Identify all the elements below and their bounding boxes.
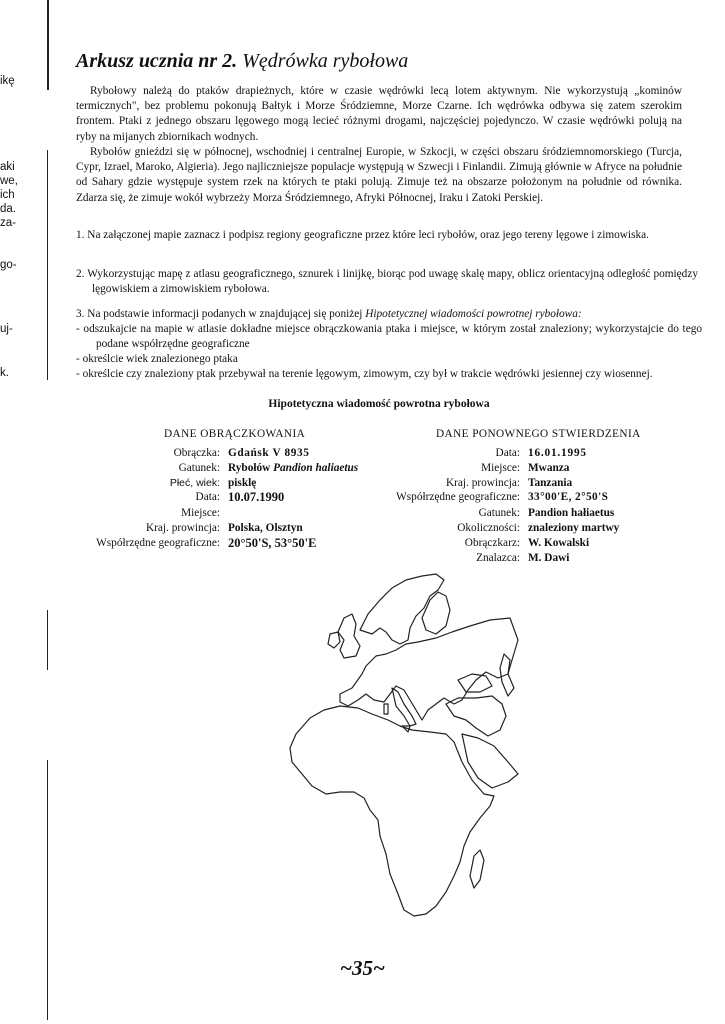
map-great-britain (338, 614, 360, 658)
task-3-item: - określcie wiek znalezionego ptaka (76, 353, 238, 365)
ringing-heading: DANE OBRĄCZKOWANIA (164, 428, 306, 440)
outline-map-europe-africa (240, 570, 520, 945)
map-arabian-peninsula (462, 734, 518, 788)
ringing-label: Data: (195, 491, 220, 503)
recovery-label: Gatunek: (478, 507, 520, 519)
margin-fragment: we, (0, 175, 18, 187)
recovery-value: znaleziony martwy (528, 522, 620, 534)
recovery-label: Współrzędne geograficzne: (396, 491, 520, 503)
task-3-intro (76, 307, 682, 322)
ringing-label: Gatunek: (178, 462, 220, 474)
map-italy (392, 688, 416, 726)
binding-edge (47, 760, 48, 1020)
worksheet-title (76, 50, 408, 73)
ringing-label: Kraj. prowincja: (145, 522, 220, 534)
map-madagascar (470, 850, 484, 888)
ringing-value: pisklę (228, 477, 257, 489)
ringing-value: 20°50'S, 53°50'E (228, 536, 317, 550)
recovery-label: Obrączkarz: (464, 537, 520, 549)
intro-paragraph: Rybołów gnieździ się w północnej, wschodniej i centralnej Europie, w Szkocji, w części obszaru śródziemnomorskiego (Turcja, Cypr, Izrael, Maroko, Algieria). Jego najliczniejsze populacje występują w Szwecji i Finlandii. Zimują głównie w Afryce na południe od Sahary gdzie występuje system rzek na których te ptaki polują. Zimuje też na obszarze położonym na południe od równika. Zdarza się, że zimuje wokół wybrzeży Morza Śródziemnego, Afryki Północnej, Iraku i Zatoki Perskiej. (76, 146, 682, 204)
map-continental-europe (340, 618, 518, 720)
task-3-intro-italic: Hipotetycznej wiadomości powrotnej rybołowa: (365, 308, 582, 320)
binding-edge (47, 0, 49, 90)
page-number: ~35~ (340, 956, 385, 980)
task-2: 2. Wykorzystując mapę z atlasu geograficznego, sznurek i linijkę, biorąc pod uwagę skalę mapy, oblicz orientacyjną odległość pomiędzy lęgowiskiem a zimowiskiem rybołowa. (76, 268, 698, 296)
margin-fragment: aki (0, 161, 15, 173)
message-title: Hipotetyczna wiadomość powrotna rybołowa (268, 398, 490, 410)
recovery-value: Pandion hałiaetus (528, 507, 615, 519)
map-sardinia (384, 704, 388, 714)
task-3-intro-text: 3. Na podstawie informacji podanych w znajdującej się poniżej (76, 308, 363, 320)
binding-edge (47, 150, 48, 380)
species-latin-name: Pandion haliaetus (273, 462, 359, 474)
recovery-label: Okoliczności: (457, 522, 520, 534)
recovery-value: Tanzania (528, 477, 573, 489)
recovery-label: Miejsce: (481, 462, 520, 474)
binding-edge (47, 610, 48, 670)
margin-fragment: ich (0, 189, 15, 201)
map-scandinavia (360, 574, 444, 644)
task-1: 1. Na załączonej mapie zaznacz i podpisz regiony geograficzne przez które leci rybołów, oraz jego tereny lęgowe i zimowiska. (76, 229, 649, 241)
ringing-label: Obrączka: (173, 447, 220, 459)
map-africa (290, 706, 494, 916)
margin-fragment: ikę (0, 75, 15, 87)
worksheet-title-sub: Wędrówka rybołowa (242, 50, 409, 72)
recovery-value: 33°00'E, 2°50'S (528, 491, 609, 503)
map-black-sea (458, 674, 492, 692)
recovery-label: Kraj. prowincja: (445, 477, 520, 489)
recovery-value: W. Kowalski (528, 537, 590, 549)
species-name: Rybołów (228, 462, 271, 474)
recovery-label: Znalazca: (476, 552, 520, 564)
map-finland (422, 592, 450, 634)
ringing-value: 10.07.1990 (228, 490, 285, 504)
worksheet-title-main: Arkusz ucznia nr 2. (76, 50, 238, 72)
margin-fragment: za- (0, 217, 16, 229)
margin-fragment: uj- (0, 323, 13, 335)
ringing-value: Gdańsk V 8935 (228, 447, 310, 459)
recovery-value: Mwanza (528, 462, 570, 474)
recovery-value: 16.01.1995 (528, 447, 587, 459)
recovery-label: Data: (495, 447, 520, 459)
ringing-value: Polska, Olsztyn (228, 522, 303, 534)
margin-fragment: k. (0, 367, 9, 379)
task-3-item: - określcie czy znaleziony ptak przebywał na terenie lęgowym, zimowym, czy był w trakcie wędrówki jesiennej czy wiosennej. (76, 368, 653, 380)
map-ireland (328, 632, 340, 648)
intro-paragraph: Rybołowy należą do ptaków drapieżnych, które w czasie wędrówki lecą lotem aktywnym. Nie wykorzystują „kominów termicznych", bez problemu pokonują Bałtyk i Morze Śródziemne, Morze Czarne. Ich wędrówka odbywa się zatem szerokim frontem. Ptaki z jednego obszaru lęgowego mogą lecieć różnymi drogami, najczęściej pojedynczo. W czasie wędrówki polują na ryby na mijanych zbiornikach wodnych. (76, 85, 682, 143)
ringing-label: Płeć, wiek: (169, 477, 220, 489)
map-asia-minor (446, 696, 506, 736)
margin-fragment: da. (0, 203, 16, 215)
ringing-label: Miejsce: (181, 507, 220, 519)
recovery-value: M. Dawi (528, 552, 570, 564)
map-sicily (402, 726, 410, 732)
task-3-item: - odszukajcie na mapie w atlasie dokładne miejsce obrączkowania ptaka i miejsce, w którym został znaleziony; wykorzystajcie do tego podane współrzędne geograficzne (76, 323, 702, 351)
margin-fragment: go- (0, 259, 17, 271)
ringing-label: Współrzędne geograficzne: (96, 537, 220, 549)
recovery-heading: DANE PONOWNEGO STWIERDZENIA (436, 428, 641, 440)
